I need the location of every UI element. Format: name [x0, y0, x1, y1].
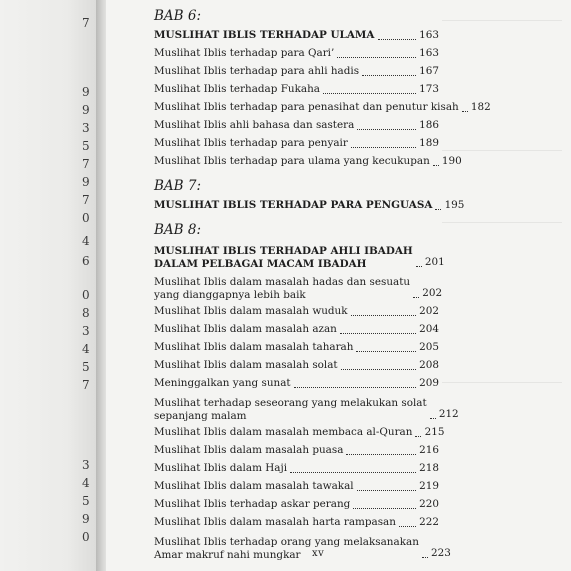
page-number: xv [312, 548, 325, 559]
dot-leader [346, 454, 416, 455]
dot-leader [462, 111, 468, 112]
toc-entry-page: 208 [419, 359, 439, 371]
dot-leader [290, 472, 416, 473]
toc-entry-page: 223 [431, 547, 451, 559]
show-through-line [442, 222, 562, 223]
toc-entry [154, 80, 439, 98]
toc-entry [154, 271, 443, 302]
toc-entry-page: 189 [419, 137, 439, 149]
toc-entry-title: MUSLIHAT IBLIS TERHADAP PARA PENGUASA [154, 199, 433, 211]
chapter-spacer [154, 214, 439, 222]
dot-leader [340, 333, 416, 334]
toc-entry [154, 302, 439, 320]
toc-entry [154, 98, 491, 116]
toc-entry [154, 338, 439, 356]
toc-entry-title: MUSLIHAT IBLIS TERHADAP ULAMA [154, 29, 375, 41]
dot-leader [435, 209, 441, 210]
show-through-line [442, 382, 562, 383]
show-through-line [442, 20, 562, 21]
toc-entry-title: Muslihat Iblis dalam masalah harta rampasan [154, 516, 396, 528]
left-page-mark: 9 [82, 103, 90, 117]
toc-entry-title: Muslihat Iblis dalam masalah taharah [154, 341, 354, 353]
toc-entry-page: 220 [419, 498, 439, 510]
toc-entry-page: 173 [419, 83, 439, 95]
toc-entry-page: 219 [419, 480, 439, 492]
dot-leader [294, 387, 416, 388]
toc-entry [154, 374, 439, 392]
toc-entry-title: Muslihat Iblis ahli bahasa dan sastera [154, 119, 355, 131]
toc-entry-page: 202 [419, 305, 439, 317]
toc-entry-title: Muslihat Iblis dalam masalah membaca al-Quran [154, 426, 413, 438]
toc-entry-page: 195 [444, 199, 465, 211]
toc-section-row [154, 240, 445, 271]
toc-entry-title: Muslihat Iblis terhadap para ahli hadis [154, 65, 360, 77]
toc-entry-page: 222 [419, 516, 439, 528]
toc-entry-title: Muslihat terhadap seseorang yang melakukan solat sepanjang malam [154, 397, 427, 422]
dot-leader [399, 526, 416, 527]
toc-entry-page: 182 [470, 101, 491, 113]
toc-entry-page: 218 [419, 462, 439, 474]
toc-entry-page: 212 [438, 408, 459, 420]
toc-entry-title: Muslihat Iblis dalam masalah tawakal [154, 480, 354, 492]
dot-leader [351, 315, 416, 316]
dot-leader [357, 490, 416, 491]
toc-entry-page: 190 [441, 155, 462, 167]
chapter-heading: BAB 6: [154, 8, 202, 24]
left-page-mark: 7 [82, 157, 90, 171]
toc-entry-title: Muslihat Iblis terhadap askar perang [154, 498, 351, 510]
left-page-mark: 5 [82, 139, 90, 153]
left-page-mark: 0 [82, 288, 90, 302]
left-page-mark: 6 [82, 254, 90, 268]
dot-leader [430, 418, 436, 419]
dot-leader [323, 93, 416, 94]
left-page-mark: 7 [82, 16, 90, 30]
toc-entry-title: Muslihat Iblis dalam masalah wuduk [154, 305, 348, 317]
dot-leader [415, 436, 421, 437]
toc-entry [154, 459, 439, 477]
toc-entry-title: Muslihat Iblis dalam masalah puasa [154, 444, 344, 456]
toc-entry-title: Muslihat Iblis terhadap para Qari’ [154, 47, 335, 59]
toc-entry [154, 392, 459, 423]
toc-entry [154, 423, 445, 441]
dot-leader [433, 165, 439, 166]
chapter-heading: BAB 8: [154, 222, 202, 238]
toc-entry-title: Meninggalkan yang sunat [154, 377, 291, 389]
left-page-mark: 7 [82, 193, 90, 207]
left-page-mark: 9 [82, 512, 90, 526]
toc-entry-page: 216 [419, 444, 439, 456]
toc-entry [154, 44, 439, 62]
toc-section-row [154, 26, 439, 44]
left-page-mark: 7 [82, 378, 90, 392]
dot-leader [351, 147, 416, 148]
toc-entry-title: Muslihat Iblis dalam masalah solat [154, 359, 338, 371]
left-page-mark: 0 [82, 530, 90, 544]
toc-entry-page: 163 [419, 29, 439, 41]
toc-entry [154, 441, 439, 459]
chapter-spacer [154, 170, 439, 178]
table-of-contents [154, 8, 491, 562]
left-page-mark: 8 [82, 306, 90, 320]
toc-entry [154, 495, 439, 513]
left-page-mark: 9 [82, 175, 90, 189]
show-through-line [442, 150, 562, 151]
dot-leader [362, 75, 416, 76]
toc-entry-page: 167 [419, 65, 439, 77]
toc-entry-title: Muslihat Iblis dalam masalah azan [154, 323, 337, 335]
dot-leader [337, 57, 416, 58]
dot-leader [353, 508, 416, 509]
toc-entry-page: 205 [419, 341, 439, 353]
toc-entry-page: 215 [424, 426, 445, 438]
dot-leader [357, 129, 416, 130]
left-page-edge [0, 0, 96, 571]
toc-entry-title: Muslihat Iblis terhadap orang yang melaksanakan Amar makruf nahi mungkar [154, 536, 419, 561]
toc-entry-title: MUSLIHAT IBLIS TERHADAP AHLI IBADAH DALAM PELBAGAI MACAM IBADAH [154, 245, 413, 270]
toc-entry [154, 531, 451, 562]
toc-entry [154, 356, 439, 374]
left-page-mark: 3 [82, 121, 90, 135]
toc-entry [154, 134, 439, 152]
left-page-mark: 4 [82, 342, 90, 356]
left-page-mark: 4 [82, 476, 90, 490]
toc-entry-title: Muslihat Iblis terhadap Fukaha [154, 83, 320, 95]
chapter-heading: BAB 7: [154, 178, 202, 194]
left-page-mark: 9 [82, 85, 90, 99]
toc-entry [154, 513, 439, 531]
toc-entry [154, 320, 439, 338]
toc-section-row [154, 196, 465, 214]
toc-entry-title: Muslihat Iblis dalam masalah hadas dan sesuatu yang dianggapnya lebih baik [154, 276, 411, 301]
toc-entry-title: Muslihat Iblis terhadap para ulama yang kecukupan [154, 155, 430, 167]
toc-entry [154, 116, 439, 134]
toc-entry [154, 152, 462, 170]
left-page-mark: 5 [82, 494, 90, 508]
toc-entry-title: Muslihat Iblis dalam Haji [154, 462, 288, 474]
toc-entry-page: 201 [424, 256, 445, 268]
dot-leader [422, 557, 428, 558]
toc-entry [154, 62, 439, 80]
toc-entry-page: 209 [419, 377, 439, 389]
toc-entry-page: 163 [419, 47, 439, 59]
toc-entry-page: 186 [419, 119, 439, 131]
left-page-mark: 3 [82, 324, 90, 338]
toc-entry [154, 477, 439, 495]
left-page-mark: 4 [82, 234, 90, 248]
left-page-mark: 0 [82, 211, 90, 225]
left-page-mark: 3 [82, 458, 90, 472]
toc-entry-title: Muslihat Iblis terhadap para penasihat dan penutur kisah [154, 101, 459, 113]
contents-page [106, 0, 571, 571]
dot-leader [413, 297, 419, 298]
left-page-mark: 5 [82, 360, 90, 374]
dot-leader [341, 369, 416, 370]
dot-leader [416, 266, 422, 267]
toc-entry-title: Muslihat Iblis terhadap para penyair [154, 137, 348, 149]
toc-entry-page: 202 [422, 287, 443, 299]
dot-leader [356, 351, 416, 352]
toc-entry-page: 204 [419, 323, 439, 335]
dot-leader [378, 39, 417, 40]
